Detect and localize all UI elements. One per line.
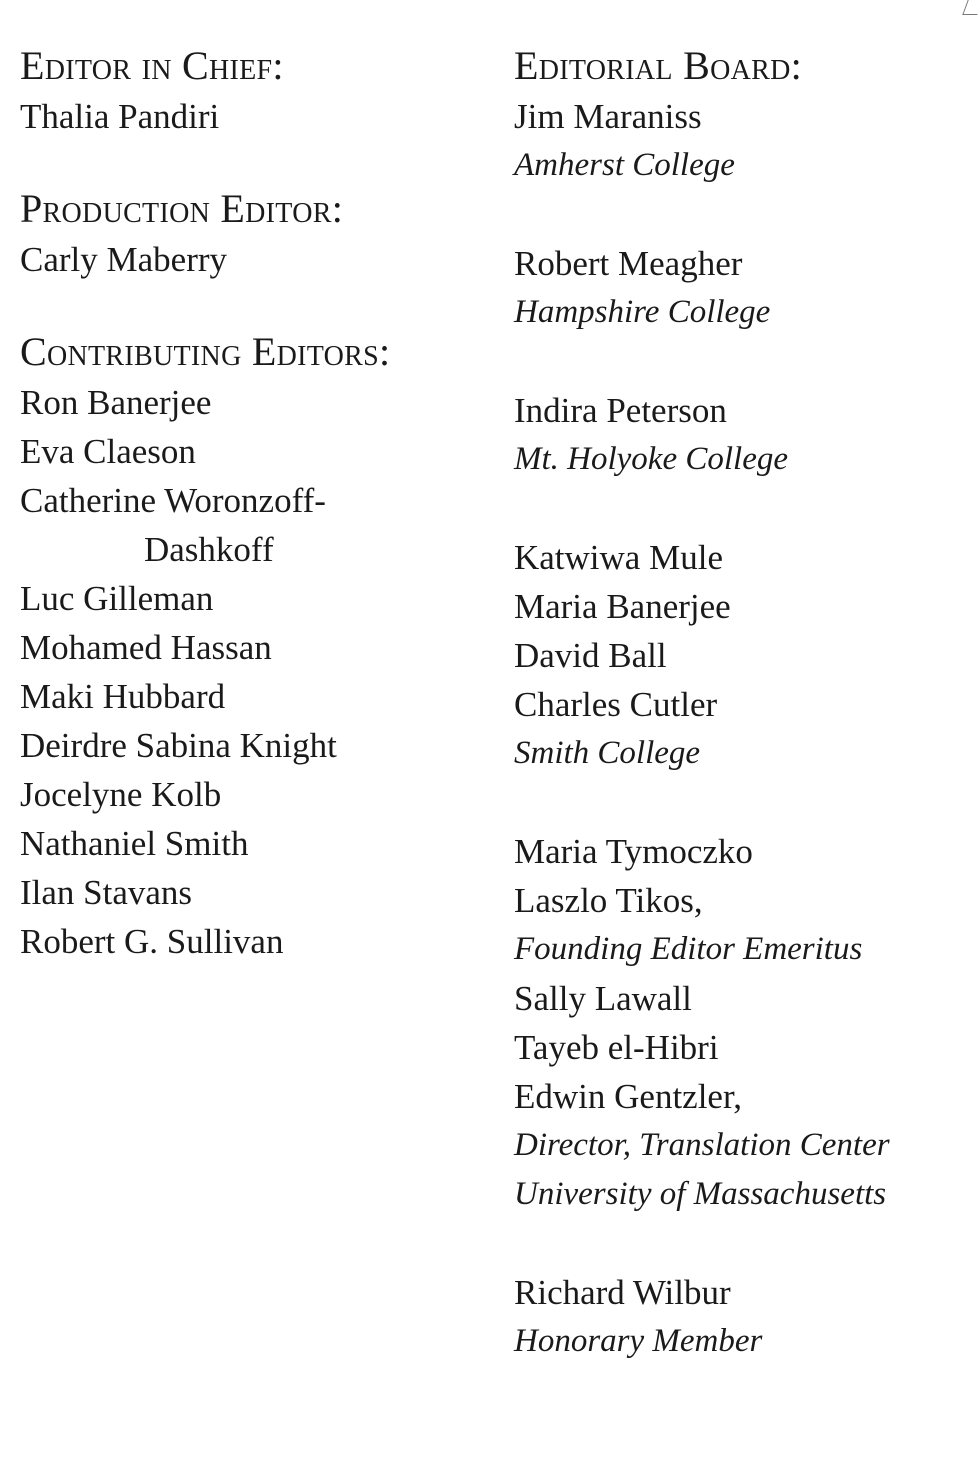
board-member-affiliation: Hampshire College <box>514 294 771 330</box>
board-member-affiliation: Amherst College <box>514 147 735 183</box>
board-member-group <box>514 827 964 1219</box>
corner-mark-decoration <box>962 0 980 15</box>
board-member-name: Robert Meagher <box>514 244 743 283</box>
board-member-group <box>514 386 964 484</box>
board-member-name: Jim Maraniss <box>514 97 702 136</box>
contributing-editor-name: Maki Hubbard <box>20 677 226 716</box>
production-editor-section <box>20 183 500 284</box>
right-column <box>514 40 964 1366</box>
board-member-affiliation: Smith College <box>514 735 701 771</box>
board-member-name: Sally Lawall <box>514 979 692 1018</box>
board-member-affiliation: Honorary Member <box>514 1323 763 1359</box>
board-member-name: David Ball <box>514 636 667 675</box>
contributing-editors-section <box>20 326 500 966</box>
board-member-affiliation: Mt. Holyoke College <box>514 441 788 477</box>
editorial-board-heading: Editorial Board: <box>514 43 803 88</box>
contributing-editor-name: Deirdre Sabina Knight <box>20 726 337 765</box>
editor-in-chief-heading: Editor in Chief: <box>20 43 284 88</box>
board-member-name: Maria Tymoczko <box>514 832 753 871</box>
board-member-name: Maria Banerjee <box>514 587 731 626</box>
board-member-name: Edwin Gentzler, <box>514 1077 742 1116</box>
board-member-name: Richard Wilbur <box>514 1273 731 1312</box>
contributing-editor-name: Eva Claeson <box>20 432 196 471</box>
contributing-editor-name: Nathaniel Smith <box>20 824 249 863</box>
board-member-affiliation: University of Massachusetts <box>514 1176 887 1212</box>
contributing-editor-name: Mohamed Hassan <box>20 628 272 667</box>
board-member-name: Indira Peterson <box>514 391 727 430</box>
contributing-editor-name: Ilan Stavans <box>20 873 193 912</box>
editor-in-chief-section <box>20 40 500 141</box>
contributing-editor-name-continued: Dashkoff <box>144 530 274 569</box>
contributing-editor-name: Jocelyne Kolb <box>20 775 222 814</box>
left-column <box>20 40 500 966</box>
contributing-editor-name: Luc Gilleman <box>20 579 214 618</box>
contributing-editor-name: Robert G. Sullivan <box>20 922 284 961</box>
contributing-editors-heading: Contributing Editors: <box>20 329 391 374</box>
contributing-editor-name: Catherine Woronzoff- <box>20 481 326 520</box>
board-member-name: Katwiwa Mule <box>514 538 723 577</box>
board-member-group <box>514 1268 964 1366</box>
board-member-name: Laszlo Tikos, <box>514 881 703 920</box>
contributing-editor-name: Ron Banerjee <box>20 383 212 422</box>
editorial-board-list <box>514 92 964 1366</box>
board-member-affiliation: Director, Translation Center <box>514 1127 890 1163</box>
board-member-group <box>514 92 964 190</box>
board-member-group <box>514 533 964 778</box>
editor-in-chief-name: Thalia Pandiri <box>20 97 220 136</box>
board-member-affiliation: Founding Editor Emeritus <box>514 931 863 967</box>
production-editor-heading: Production Editor: <box>20 186 344 231</box>
board-member-name: Charles Cutler <box>514 685 718 724</box>
production-editor-name: Carly Maberry <box>20 240 228 279</box>
board-member-name: Tayeb el-Hibri <box>514 1028 719 1067</box>
board-member-group <box>514 239 964 337</box>
